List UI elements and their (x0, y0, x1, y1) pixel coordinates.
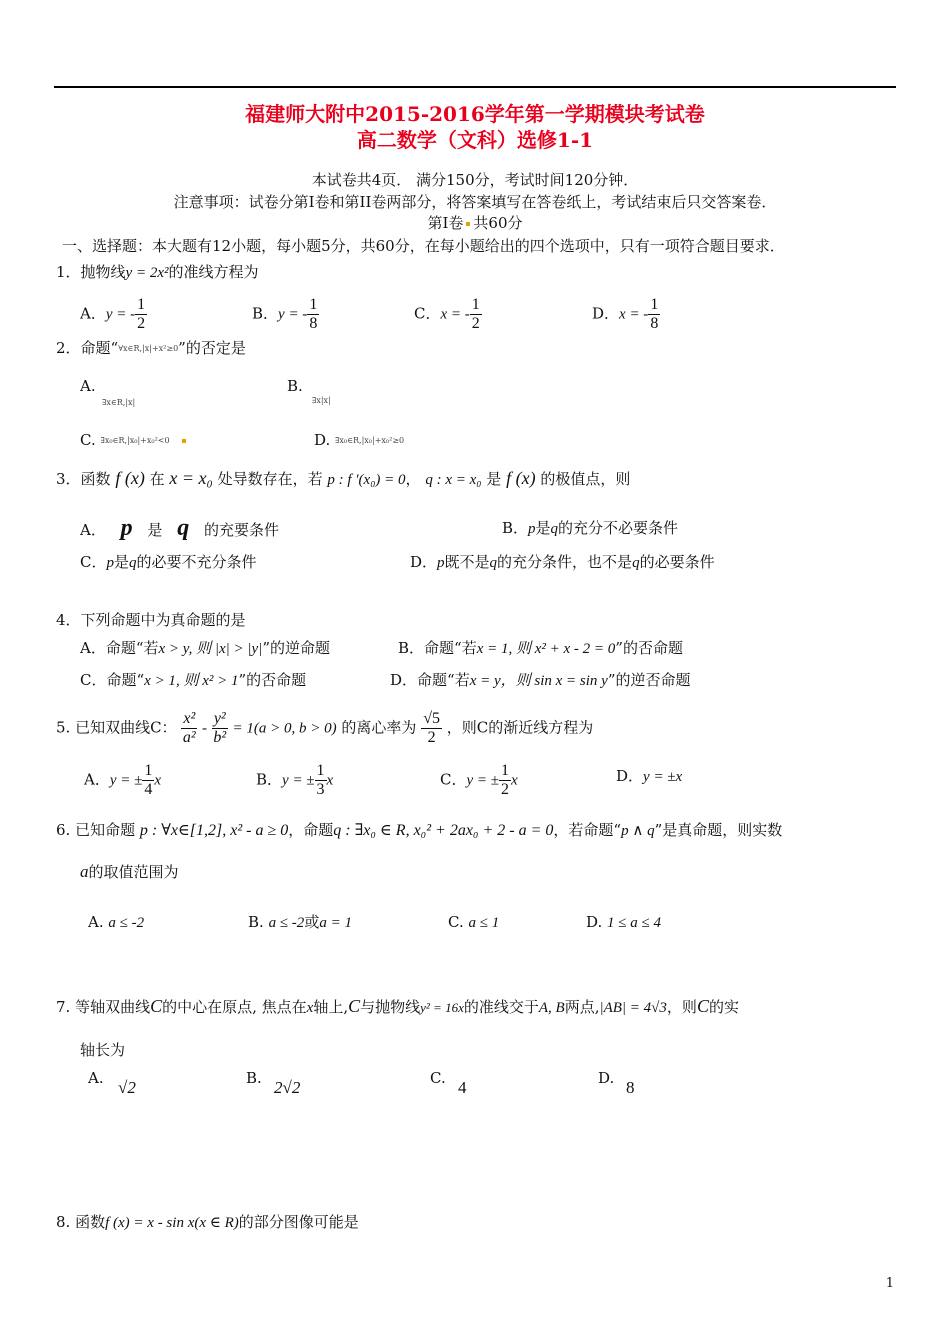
q7-option-d-value: 8 (626, 1078, 635, 1097)
q1-option-d[interactable]: D．x = - $\frac{1}{8}$ (592, 296, 659, 332)
q3-option-a[interactable]: A． p 是 q 的充要条件 (80, 515, 279, 541)
q5-option-a[interactable]: A．y = ± $\frac{1}{4}$ x (84, 762, 162, 798)
info-line-2: 注意事项：试卷分第I卷和第II卷两部分，将答案填写在答卷纸上，考试结束后只交答案卷． (173, 193, 777, 211)
q2-option-a-text: ∃x∈R,|x| (102, 398, 136, 407)
q6-option-a[interactable]: A. a ≤ -2 (88, 913, 145, 931)
q3-option-c[interactable]: C．p是q的必要不充分条件 (80, 553, 257, 571)
question-6-stem: 6. 已知命题 p : ∀x∈[1,2], x² - a ≥ 0，命题q : ∃x₀ ∈ R, x₀² + 2ax₀ + 2 - a = 0，若命题“p ∧ q”是真命题，则实数 (56, 821, 783, 839)
q2-option-d[interactable]: D. ∃x₀∈R,|x₀|+x₀²≥0 (314, 431, 405, 449)
question-5-stem: 5. 已知双曲线C： $\frac{\text{x²}}{\text{a²}}$ - $\frac{\text{y²}}{\text{b²}}$ = 1(a > 0, b > 0) 的离心率为 $\frac{√5}{2}$ ，则C的渐近线方程为 (56, 710, 594, 746)
q7-option-a[interactable]: A. (88, 1069, 104, 1087)
q7-option-c-value: 4 (458, 1078, 467, 1097)
q2-option-c[interactable]: C. ∃x₀∈R,|x₀|+x₀²<0 (80, 430, 189, 451)
q1-option-c[interactable]: C．x = - $\frac{1}{2}$ (414, 296, 480, 332)
q3-option-d[interactable]: D．p既不是q的充分条件，也不是q的必要条件 (410, 553, 715, 571)
q1-option-b[interactable]: B．y = - $\frac{1}{8}$ (252, 296, 318, 332)
part-1-heading: 第I卷 共60分 (427, 214, 523, 232)
question-1-stem: 1．抛物线y = 2x²的准线方程为 (56, 263, 259, 281)
q4-option-c[interactable]: C．命题“x > 1, 则 x² > 1”的否命题 (80, 671, 307, 689)
q5-option-b[interactable]: B．y = ± $\frac{1}{3}$ x (256, 762, 334, 798)
q4-option-d[interactable]: D．命题“若x = y，则 sin x = sin y”的逆否命题 (390, 671, 691, 689)
question-2-stem: 2．命题“∀x∈R,|x|+x²≥0”的否定是 (56, 339, 246, 357)
question-4-stem: 4．下列命题中为真命题的是 (56, 611, 246, 629)
q7-option-c[interactable]: C. (430, 1069, 446, 1087)
info-line-1: 本试卷共4页． 满分150分，考试时间120分钟． (311, 171, 639, 189)
q5-option-c[interactable]: C．y = ± $\frac{1}{2}$ x (440, 762, 518, 798)
top-rule (54, 86, 896, 88)
marker-dot (182, 439, 186, 443)
question-7-stem: 7. 等轴双曲线C的中心在原点, 焦点在x轴上,C与抛物线y² = 16x的准线交于A, B两点,|AB| = 4√3，则C的实 (56, 996, 739, 1016)
question-8-stem: 8. 函数f (x) = x - sin x(x ∈ R)的部分图像可能是 (56, 1213, 359, 1231)
marker-dot (466, 222, 470, 226)
q3-option-b[interactable]: B．p是q的充分不必要条件 (502, 519, 679, 537)
question-7-stem-line-2: 轴长为 (80, 1041, 126, 1059)
q4-option-a[interactable]: A．命题“若x > y, 则 |x| > |y|”的逆命题 (80, 639, 330, 657)
exam-title: 福建师大附中2015-2016学年第一学期模块考试卷 (245, 102, 705, 126)
q7-option-a-value: √2 (118, 1078, 136, 1097)
q4-option-b[interactable]: B．命题“若x = 1, 则 x² + x - 2 = 0”的否命题 (398, 639, 683, 657)
q7-option-b-value: 2√2 (274, 1078, 301, 1097)
page-number: 1 (885, 1276, 894, 1291)
q2-option-a[interactable]: A. (80, 377, 96, 395)
q1-option-a[interactable]: A．y = - $\frac{1}{2}$ (80, 296, 146, 332)
question-6-stem-line-2: a的取值范围为 (80, 862, 179, 881)
section-1-instructions: 一、选择题：本大题有12小题，每小题5分，共60分，在每小题给出的四个选项中，只有一项符合题目要求． (62, 237, 785, 255)
question-3-stem: 3．函数 f (x) 在 x = x₀ 处导数存在，若 p : f ′(x₀) = 0， q : x = x₀ 是 f (x) 的极值点，则 (56, 468, 631, 488)
q6-option-d[interactable]: D. 1 ≤ a ≤ 4 (586, 913, 662, 931)
q2-option-b-text: ∃x|x| (312, 396, 331, 405)
exam-subtitle: 高二数学（文科）选修1-1 (356, 128, 594, 152)
q6-option-b[interactable]: B. a ≤ -2或a = 1 (248, 913, 352, 931)
q5-option-d[interactable]: D．y = ±x (616, 767, 683, 785)
q6-option-c[interactable]: C. a ≤ 1 (448, 913, 500, 931)
q2-option-b[interactable]: B. (287, 377, 303, 395)
q7-option-b[interactable]: B. (246, 1069, 262, 1087)
q7-option-d[interactable]: D. (598, 1069, 615, 1087)
